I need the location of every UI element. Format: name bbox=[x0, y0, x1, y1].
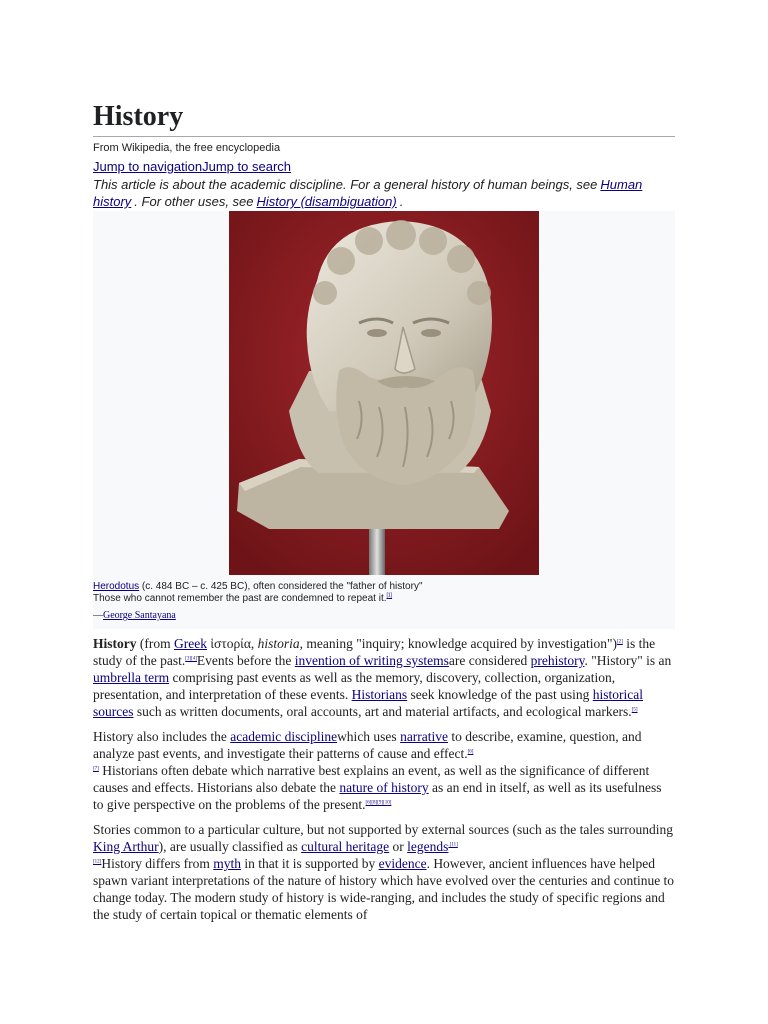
title-divider bbox=[93, 136, 675, 137]
nature-of-history-link[interactable]: nature of history bbox=[339, 780, 429, 795]
herodotus-link[interactable]: Herodotus bbox=[93, 581, 140, 592]
text: is the study of the past. bbox=[93, 636, 656, 668]
hatnote-text: . bbox=[399, 194, 404, 209]
legends-link[interactable]: legends bbox=[407, 839, 449, 854]
prehistory-link[interactable]: prehistory bbox=[530, 653, 585, 668]
quote-text: Those who cannot remember the past are condemned to repeat it. bbox=[93, 593, 387, 604]
citation-ref[interactable]: [5] bbox=[631, 707, 638, 713]
text: in that it is supported by bbox=[240, 856, 379, 871]
citation-ref[interactable]: [1] bbox=[386, 592, 393, 599]
paragraph-myth bbox=[93, 821, 675, 923]
text: , meaning "inquiry; knowledge acquired by investigation") bbox=[299, 636, 617, 651]
text: such as written documents, oral accounts, art and material artifacts, and ecological markers. bbox=[133, 704, 632, 719]
king-arthur-link[interactable]: King Arthur bbox=[93, 839, 159, 854]
text: ), are usually classified as bbox=[158, 839, 302, 854]
citation-ref[interactable]: .[11] bbox=[448, 842, 458, 848]
george-santayana-link[interactable]: George Santayana bbox=[103, 610, 176, 621]
cultural-heritage-link[interactable]: cultural heritage bbox=[301, 839, 390, 854]
citation-ref[interactable]: [6][8][9][10] bbox=[365, 800, 392, 806]
jump-to-navigation-link[interactable]: Jump to navigation bbox=[93, 159, 203, 174]
text: . "History" is an bbox=[584, 653, 672, 668]
article bbox=[93, 100, 675, 931]
figure-caption bbox=[93, 581, 423, 622]
narrative-link[interactable]: narrative bbox=[400, 729, 449, 744]
santayana-quote bbox=[93, 593, 423, 605]
site-subtitle: From Wikipedia, the free encyclopedia bbox=[93, 142, 281, 154]
historical-sources-link[interactable]: historical sources bbox=[93, 687, 644, 719]
text: seek knowledge of the past using bbox=[407, 687, 593, 702]
hatnote-text: This article is about the academic discipline. For a general history of human beings, see bbox=[93, 177, 598, 192]
hatnote-text: . For other uses, see bbox=[134, 194, 254, 209]
text: are considered bbox=[448, 653, 531, 668]
paragraph-discipline bbox=[93, 728, 675, 813]
text: Stories common to a particular culture, but not supported by external sources (such as the tales surrounding bbox=[93, 822, 673, 837]
text: as an end in itself, as well as its usefulness to give perspective on the problems of the present. bbox=[93, 780, 662, 812]
history-disambiguation-link[interactable]: History (disambiguation) bbox=[256, 194, 397, 209]
quote-attribution bbox=[93, 610, 423, 622]
text: Historians often debate which narrative best explains an event, as well as the significance of different causes and effects. Historians also debate the bbox=[93, 763, 650, 795]
text: which uses bbox=[337, 729, 401, 744]
text: (from bbox=[136, 636, 174, 651]
human-history-link[interactable]: Human history bbox=[93, 177, 643, 209]
jump-to-search-link[interactable]: Jump to search bbox=[202, 159, 291, 174]
citation-ref[interactable]: [6] bbox=[467, 749, 474, 755]
citation-ref[interactable]: [12] bbox=[93, 859, 102, 865]
historians-link[interactable]: Historians bbox=[351, 687, 408, 702]
text: or bbox=[389, 839, 408, 854]
article-body bbox=[93, 635, 675, 923]
invention-of-writing-link[interactable]: invention of writing systems bbox=[294, 653, 449, 668]
evidence-link[interactable]: evidence bbox=[378, 856, 427, 871]
italic-term: historia bbox=[257, 636, 300, 651]
caption-text: (c. 484 BC – c. 425 BC), often considered the "father of history" bbox=[139, 581, 423, 592]
text: ἱστορία, bbox=[206, 636, 258, 651]
infobox-figure bbox=[93, 211, 675, 629]
hatnote bbox=[93, 176, 675, 210]
bold-term: History bbox=[93, 636, 137, 651]
citation-ref[interactable]: [3][4] bbox=[185, 656, 197, 662]
paragraph-intro bbox=[93, 635, 675, 720]
attribution-dash: — bbox=[93, 610, 103, 621]
bust-illustration bbox=[229, 211, 539, 575]
text: History differs from bbox=[101, 856, 214, 871]
greek-link[interactable]: Greek bbox=[174, 636, 207, 651]
academic-discipline-link[interactable]: academic discipline bbox=[230, 729, 338, 744]
jump-links bbox=[93, 158, 675, 175]
text: comprising past events as well as the memory, discovery, collection, organization, presentation, and interpretation of these events. bbox=[93, 670, 616, 702]
citation-ref[interactable]: [2] bbox=[616, 639, 623, 645]
text: to describe, examine, question, and analyze past events, and investigate their patterns of cause and effect. bbox=[93, 729, 642, 761]
page-title: History bbox=[93, 101, 184, 132]
myth-link[interactable]: myth bbox=[213, 856, 241, 871]
text: History also includes the bbox=[93, 729, 231, 744]
citation-ref[interactable]: [7] bbox=[93, 766, 99, 772]
text: . However, ancient influences have helped spawn variant interpretations of the nature of history which have evolved over the centuries and continue to change today. The modern study of history is wide-ranging, and includes the study of specific regions and the study of certain topical or thematic elements of bbox=[93, 856, 675, 922]
herodotus-bust-image[interactable] bbox=[229, 211, 539, 575]
umbrella-term-link[interactable]: umbrella term bbox=[93, 670, 170, 685]
text: Events before the bbox=[196, 653, 295, 668]
